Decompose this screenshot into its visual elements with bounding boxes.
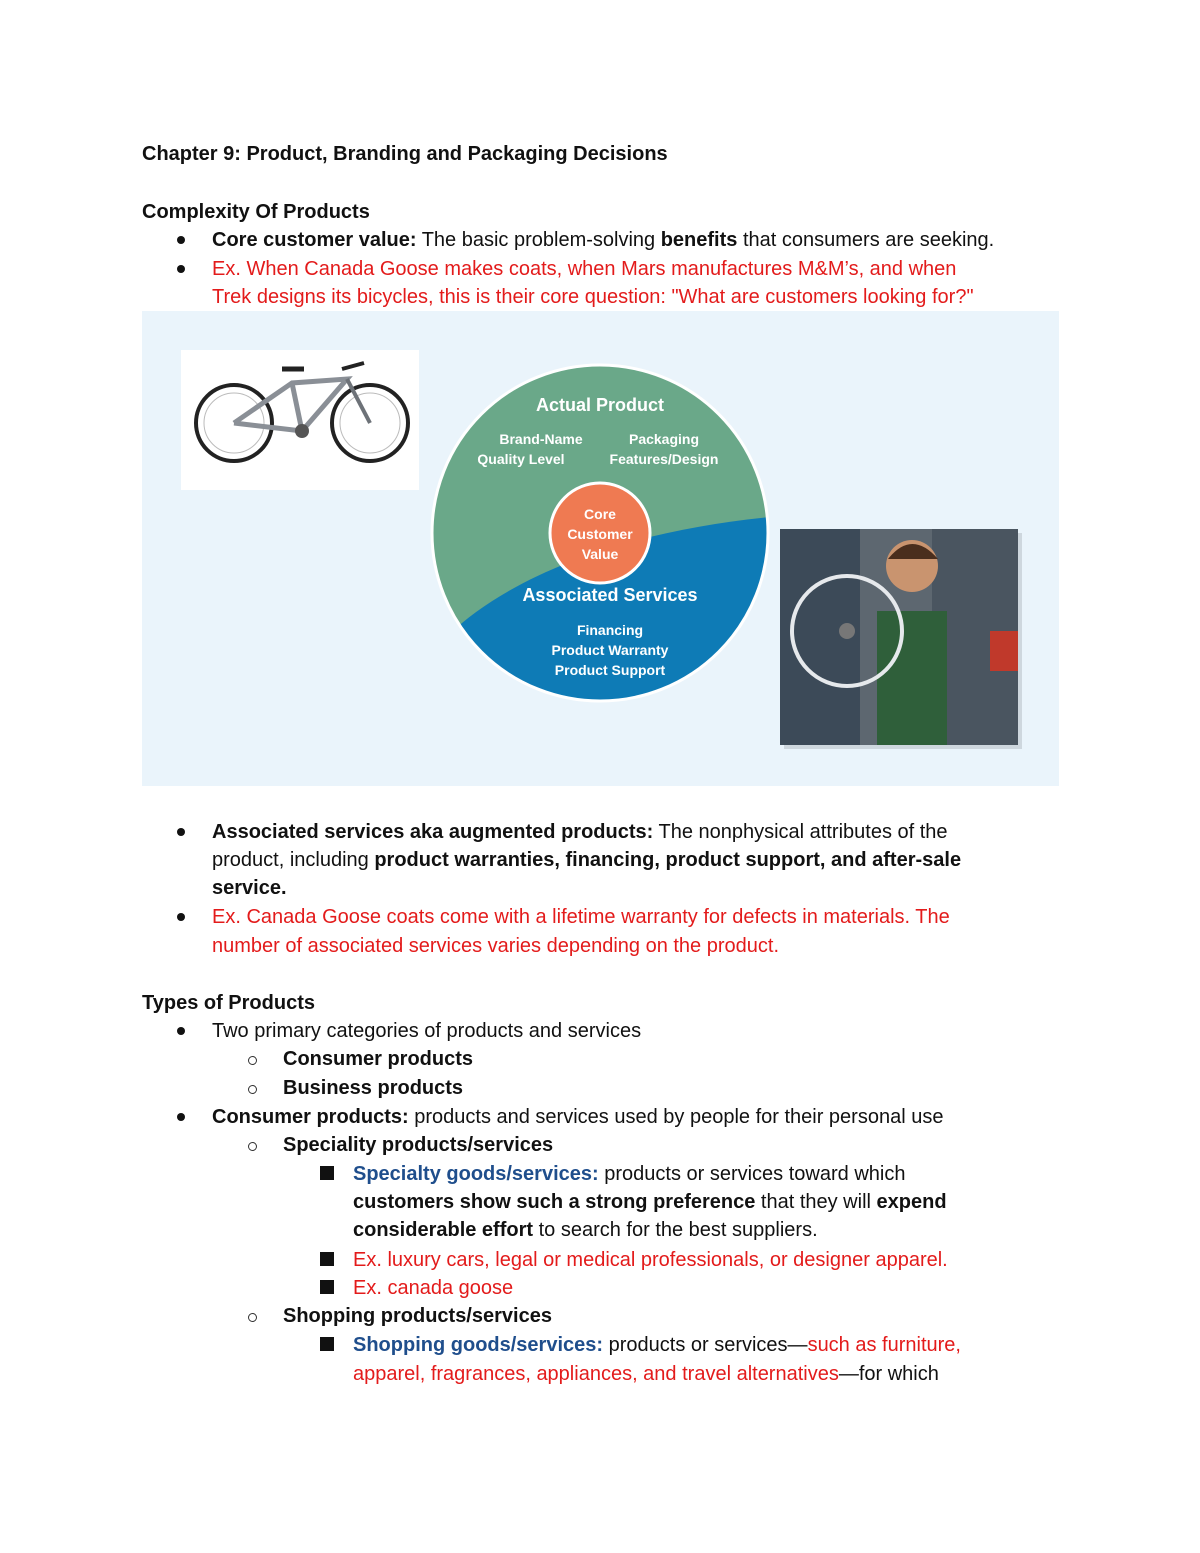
associated-services-title: Associated Services: [522, 585, 698, 605]
list-item: [212, 1103, 943, 1131]
bullet-circle: [248, 1056, 257, 1065]
example-text: Ex. Canada Goose coats come with a lifetime warranty for defects in materials. The: [212, 906, 950, 928]
bullet-square: [320, 1166, 334, 1180]
body-text: that consumers are seeking.: [737, 229, 995, 251]
actual-item: Quality Level: [477, 451, 565, 467]
bullet-dot: [177, 828, 185, 836]
body-text: product, including: [212, 849, 375, 871]
sub-list-item: Shopping products/services: [283, 1305, 552, 1327]
bicycle-photo: [181, 350, 419, 490]
list-item: [212, 226, 994, 254]
bullet-dot: [177, 1113, 185, 1121]
list-item: [212, 818, 948, 846]
emphasis-text: customers show such a strong preference: [353, 1191, 756, 1213]
bullet-circle: [248, 1085, 257, 1094]
service-item: Product Support: [554, 662, 666, 678]
section-heading-complexity: Complexity Of Products: [142, 201, 370, 223]
sub-sub-list-item: [353, 1160, 905, 1188]
body-text: to search for the best suppliers.: [533, 1219, 818, 1241]
actual-product-title: Actual Product: [535, 395, 665, 415]
product-levels-diagram: [142, 311, 1059, 786]
body-text: products or services—: [603, 1334, 808, 1356]
actual-item: Features/Design: [609, 451, 719, 467]
list-item-continuation: [212, 846, 961, 874]
term-label: Specialty goods/services:: [353, 1163, 599, 1185]
bullet-square: [320, 1252, 334, 1266]
sub-list-item: Speciality products/services: [283, 1134, 554, 1156]
sub-list-item: Consumer products: [283, 1048, 474, 1070]
term-label: Shopping goods/services:: [353, 1334, 604, 1356]
bullet-dot: [177, 1027, 185, 1035]
body-text: that they will: [755, 1191, 877, 1213]
body-text: products and services used by people for their personal use: [408, 1106, 944, 1128]
bullet-square: [320, 1280, 334, 1294]
list-item: Two primary categories of products and services: [212, 1020, 642, 1042]
emphasis-text: expend: [876, 1191, 947, 1213]
term-label: Core customer value:: [212, 229, 417, 251]
bullet-dot: [177, 913, 185, 921]
example-text: Ex. luxury cars, legal or medical professionals, or designer apparel.: [353, 1249, 948, 1271]
service-item: Financing: [576, 622, 644, 638]
core-label: Customer: [567, 526, 633, 542]
bullet-circle: [248, 1313, 257, 1322]
emphasis-text: product warranties, financing, product support, and after-sale: [374, 849, 962, 871]
sub-list-item: Business products: [283, 1077, 464, 1099]
example-text: such as furniture,: [807, 1334, 961, 1356]
emphasis-text: benefits: [660, 229, 738, 251]
core-label: Value: [581, 546, 619, 562]
service-item: Product Warranty: [551, 642, 669, 658]
product-levels-figure: [142, 311, 1059, 786]
sub-sub-list-item: [353, 1331, 961, 1359]
example-text: Trek designs its bicycles, this is their core question: "What are customers looking for?": [212, 286, 974, 308]
example-text: Ex. When Canada Goose makes coats, when Mars manufactures M&M’s, and when: [212, 258, 957, 280]
actual-item: Packaging: [628, 431, 700, 447]
body-text: —for which: [838, 1363, 939, 1385]
list-item-continuation: [353, 1360, 939, 1388]
example-text: Ex. canada goose: [353, 1277, 514, 1299]
section-heading-types: Types of Products: [142, 992, 315, 1014]
bullet-circle: [248, 1142, 257, 1151]
bullet-dot: [177, 236, 185, 244]
actual-item: Brand-Name: [499, 431, 583, 447]
example-text: number of associated services varies depending on the product.: [212, 935, 780, 957]
body-text: products or services toward which: [598, 1163, 906, 1185]
mechanic-photo: [780, 529, 1022, 749]
page-title: Chapter 9: Product, Branding and Packaging Decisions: [142, 143, 668, 165]
bullet-dot: [177, 265, 185, 273]
list-item-continuation: [353, 1216, 818, 1244]
body-text: The basic problem-solving: [416, 229, 661, 251]
body-text: The nonphysical attributes of the: [653, 821, 948, 843]
term-label: Associated services aka augmented products:: [212, 821, 654, 843]
emphasis-text: considerable effort: [353, 1219, 534, 1241]
example-text: apparel, fragrances, appliances, and travel alternatives: [353, 1363, 839, 1385]
bullet-square: [320, 1337, 334, 1351]
core-label: Core: [584, 506, 616, 522]
list-item-continuation: [353, 1188, 947, 1216]
term-label: Consumer products:: [212, 1106, 409, 1128]
emphasis-text: service.: [212, 877, 287, 899]
